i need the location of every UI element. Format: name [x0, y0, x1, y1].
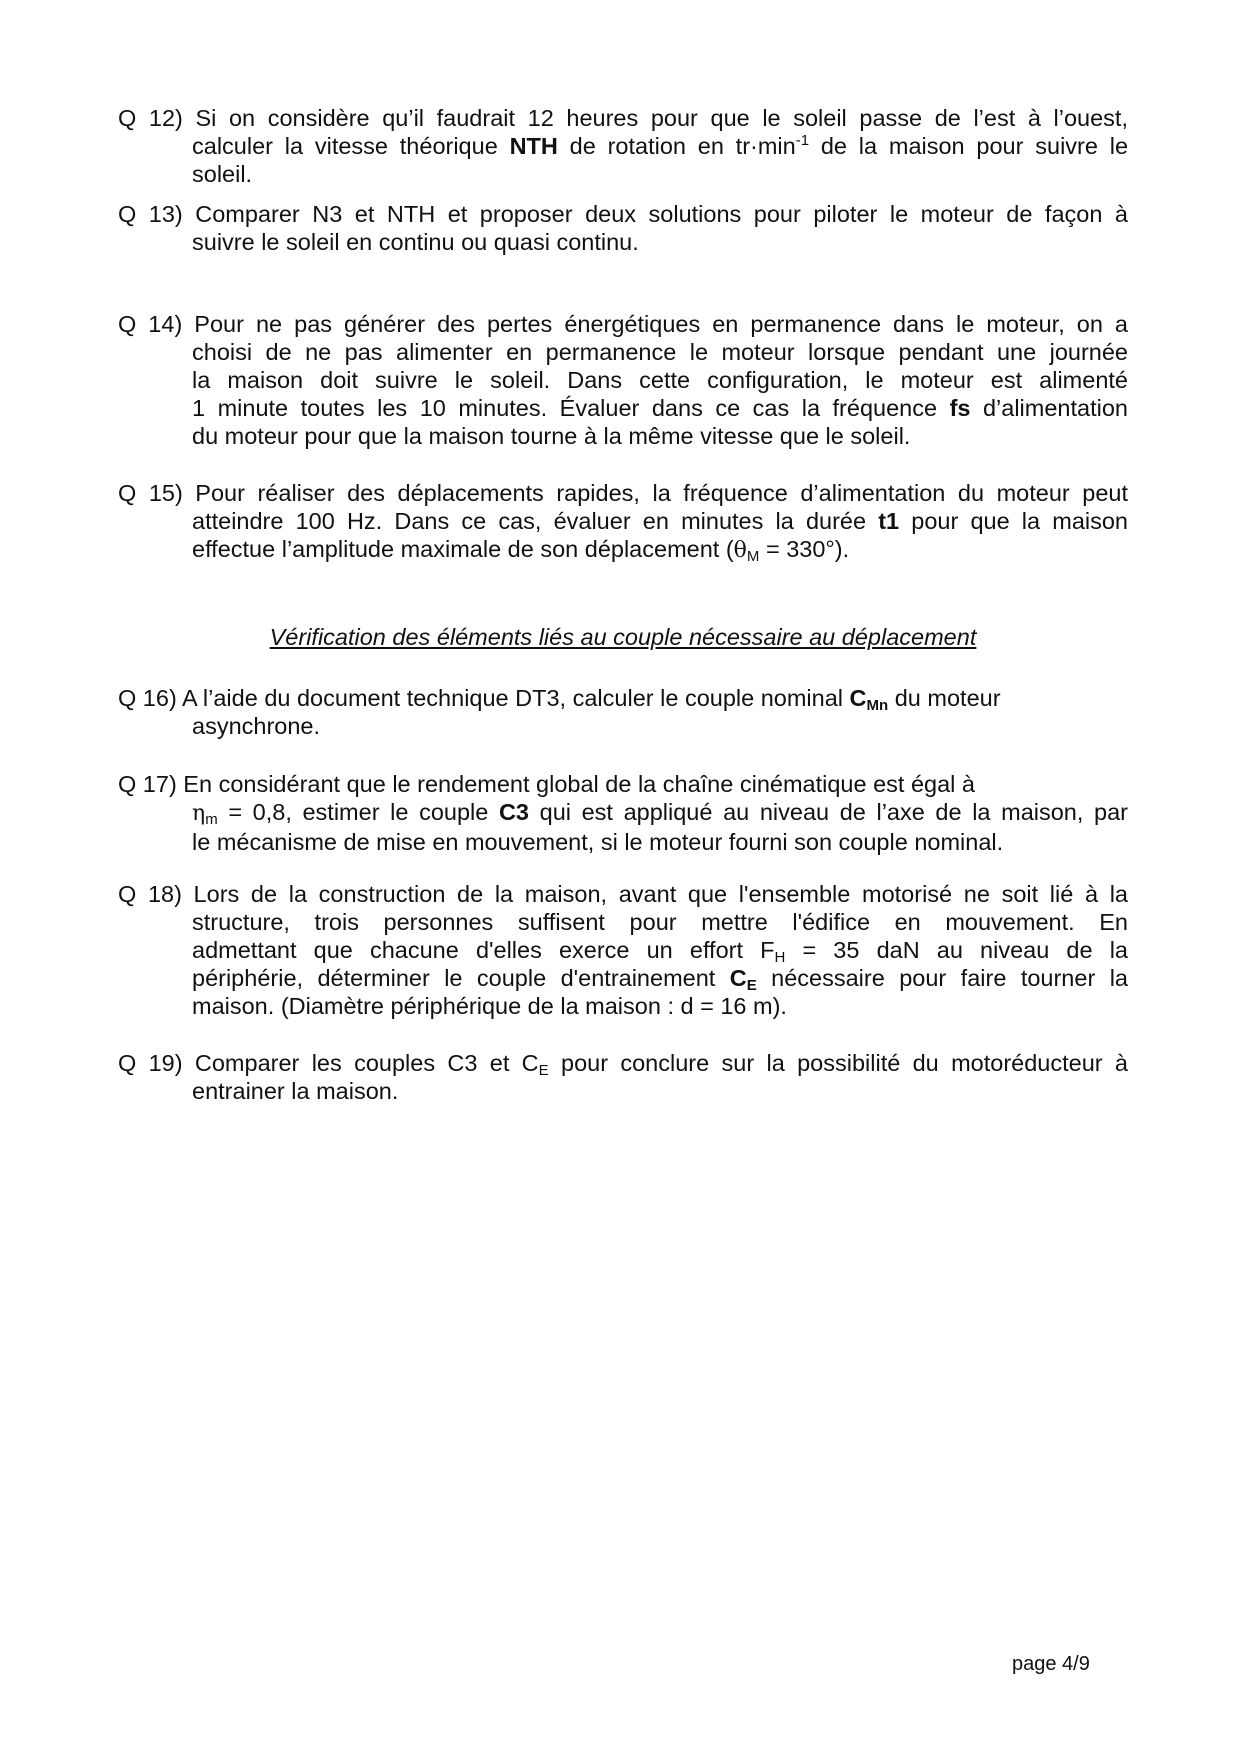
- cmn-symbol: $C_{Mn}$: [849, 685, 889, 714]
- q12-line-2: calculer la vitesse théorique NTH de rotation en $tr\cdot\min^{-1}$ de la maison pour suivre le: [192, 132, 1129, 159]
- q16-line-2: asynchrone.: [192, 713, 321, 739]
- q15-line-1: Q 15) Pour réaliser des déplacements rapides, la fréquence d’alimentation du moteur peut: [118, 480, 1128, 506]
- question-16: [118, 684, 1128, 740]
- q18-line-5: maison. (Diamètre périphérique de la maison : d = 16 m).: [192, 993, 787, 1019]
- question-15: [118, 479, 1128, 565]
- nth-symbol: NTH: [509, 133, 558, 159]
- q18-line-1: Q 18) Lors de la construction de la maison, avant que l'ensemble motorisé ne soit lié à la: [118, 881, 1128, 907]
- q17-line-1: Q 17) En considérant que le rendement global de la chaîne cinématique est égal à: [118, 771, 976, 797]
- q14-line-5: du moteur pour que la maison tourne à la même vitesse que le soleil.: [192, 423, 911, 449]
- q15-line-2: atteindre 100 Hz. Dans ce cas, évaluer en minutes la durée t1 pour que la maison: [192, 508, 1129, 534]
- eta-symbol: η: [192, 801, 206, 826]
- q17-line-2: $\eta_m = 0,8$, estimer le couple C3 qui est appliqué au niveau de l’axe de la maison, par: [192, 799, 1128, 828]
- q17-line-3: le mécanisme de mise en mouvement, si le moteur fourni son couple nominal.: [192, 829, 1004, 855]
- q19-line-1: Q 19) Comparer les couples C3 et $C_E$ pour conclure sur la possibilité du motoréducteur à: [118, 1050, 1128, 1079]
- question-12: [118, 104, 1128, 188]
- fs-symbol: fs: [949, 395, 971, 421]
- q16-line-1: Q 16) A l’aide du document technique DT3, calculer le couple nominal $C_{Mn}$ du moteur: [118, 685, 1001, 714]
- c3-symbol: C3: [498, 799, 529, 825]
- q15-line-3: effectue l’amplitude maximale de son déplacement $(\theta_M = 330^\circ)$.: [192, 536, 850, 565]
- q19-line-2: entrainer la maison.: [192, 1078, 399, 1104]
- q18-line-2: structure, trois personnes suffisent pour mettre l'édifice en mouvement. En: [192, 909, 1128, 935]
- q18-line-4: périphérie, déterminer le couple d'entrainement $C_E$ nécessaire pour faire tourner la: [192, 965, 1128, 994]
- q18-line-3: admettant que chacune d'elles exerce un effort $F_H = 35$ daN au niveau de la: [192, 937, 1128, 966]
- q12-line-1: Q 12) Si on considère qu’il faudrait 12 heures pour que le soleil passe de l’est à l’ouest,: [118, 105, 1128, 131]
- q13-line-1: Q 13) Comparer N3 et NTH et proposer deux solutions pour piloter le moteur de façon à: [118, 201, 1128, 227]
- question-13: [118, 200, 1128, 256]
- q14-line-3: la maison doit suivre le soleil. Dans cette configuration, le moteur est alimenté: [192, 367, 1128, 393]
- question-19: [118, 1049, 1128, 1105]
- theta-symbol: θ: [733, 538, 747, 563]
- q14-line-4: 1 minute toutes les 10 minutes. Évaluer dans ce cas la fréquence fs d’alimentation: [192, 395, 1128, 421]
- q14-line-1: Q 14) Pour ne pas générer des pertes énergétiques en permanence dans le moteur, on a: [118, 311, 1128, 337]
- question-18: [118, 880, 1128, 1020]
- question-17: [118, 770, 1128, 856]
- section-heading: Vérification des éléments liés au couple nécessaire au déplacement: [269, 624, 977, 650]
- q13-line-2: suivre le soleil en continu ou quasi continu.: [192, 229, 639, 255]
- q12-line-3: soleil.: [192, 161, 253, 187]
- q14-line-2: choisi de ne pas alimenter en permanence le moteur lorsque pendant une journée: [192, 339, 1128, 365]
- ce-symbol: $C_E$: [729, 965, 757, 994]
- t1-symbol: t1: [878, 508, 900, 534]
- question-14: [118, 310, 1128, 450]
- page-number: page 4/9: [1012, 1653, 1090, 1675]
